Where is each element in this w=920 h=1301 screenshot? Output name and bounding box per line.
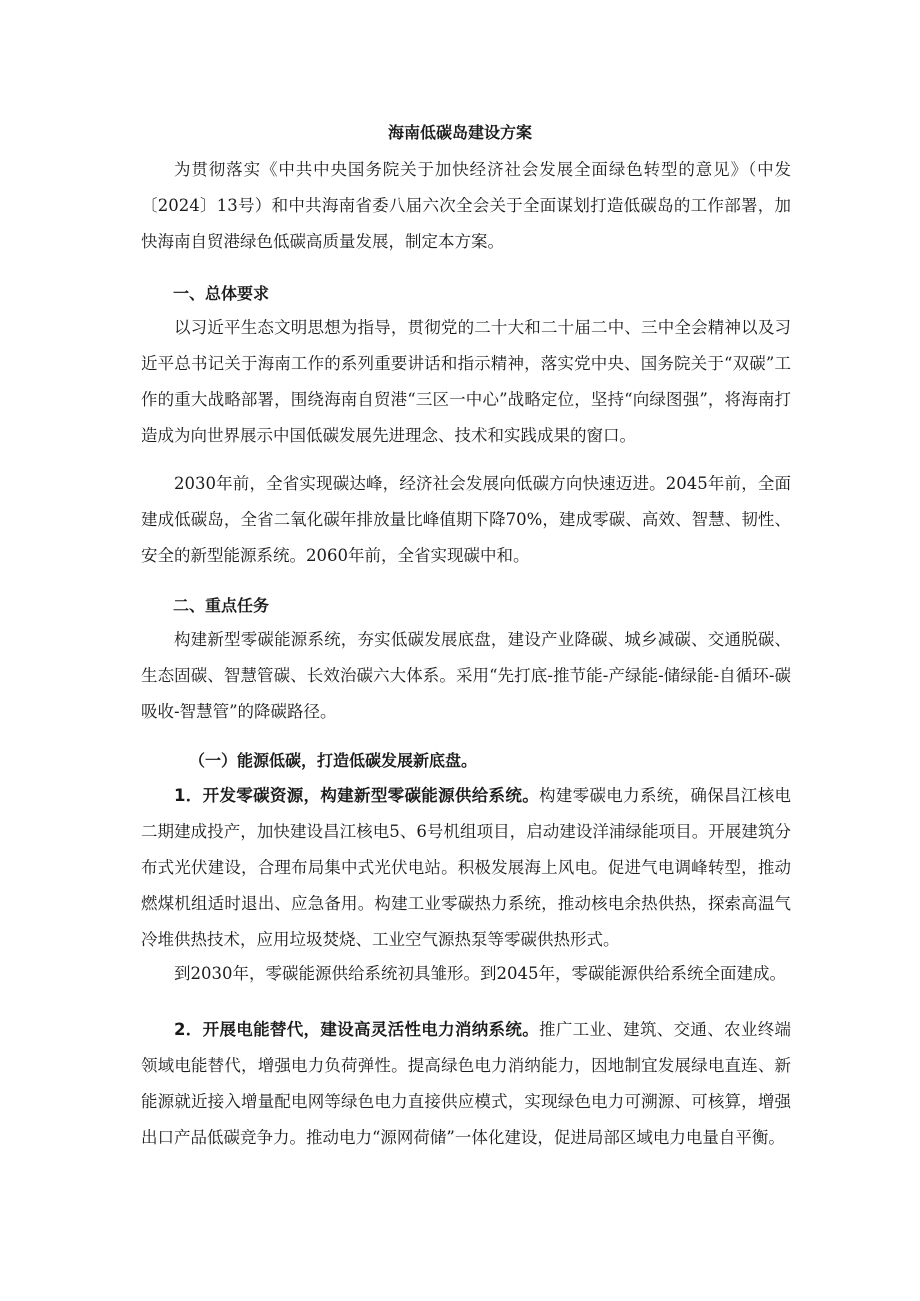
item-1-lead: 1．开发零碳资源，构建新型零碳能源供给系统。 — [174, 786, 540, 805]
general-requirements-paragraph: 以习近平生态文明思想为指导，贯彻党的二十大和二十届二中、三中全会精神以及习近平总书记关于海南工作的系列重要讲话和指示精神，落实党中央、国务院关于“双碳”工作的重大战略部署，围绕海南自贸港“三区一中心”战略定位，坚持“向绿图强”，将海南打造成为向世界展示中国低碳发展先进理念、技术和实践成果的窗口。 — [141, 318, 791, 445]
item-1-target-paragraph: 到2030年，零碳能源供给系统初具雏形。到2045年，零碳能源供给系统全面建成。 — [174, 964, 786, 983]
targets-paragraph: 2030年前，全省实现碳达峰，经济社会发展向低碳方向快速迈进。2045年前，全面建成低碳岛，全省二氧化碳年排放量比峰值期下降70%，建成零碳、高效、智慧、韧性、安全的新型能源系统。2060年前，全省实现碳中和。 — [141, 474, 791, 565]
subsection-heading-energy: （一）能源低碳，打造低碳发展新底盘。 — [189, 751, 478, 770]
item-2-lead: 2．开展电能替代，建设高灵活性电力消纳系统。 — [174, 1020, 540, 1039]
section-heading-key-tasks: 二、重点任务 — [173, 596, 270, 615]
document-title: 海南低碳岛建设方案 — [387, 123, 532, 142]
item-1-paragraph — [141, 778, 791, 958]
item-2-body: 推广工业、建筑、交通、农业终端领域电能替代，增强电力负荷弹性。提高绿色电力消纳能力，因地制宜发展绿电直连、新能源就近接入增量配电网等绿色电力直接供应模式，实现绿色电力可溯源、可核算，增强出口产品低碳竞争力。推动电力“源网荷储”一体化建设，促进局部区域电力电量自平衡。 — [141, 1020, 792, 1147]
key-tasks-paragraph: 构建新型零碳能源系统，夯实低碳发展底盘，建设产业降碳、城乡减碳、交通脱碳、生态固碳、智慧管碳、长效治碳六大体系。采用“先打底-推节能-产绿能-储绿能-自循环-碳吸收-智慧管”的降碳路径。 — [141, 630, 791, 721]
intro-paragraph: 为贯彻落实《中共中央国务院关于加快经济社会发展全面绿色转型的意见》（中发〔2024〕13号）和中共海南省委八届六次全会关于全面谋划打造低碳岛的工作部署，加快海南自贸港绿色低碳高质量发展，制定本方案。 — [141, 160, 791, 251]
item-1-body: 构建零碳电力系统，确保昌江核电二期建成投产，加快建设昌江核电5、6号机组项目，启动建设洋浦绿能项目。开展建筑分布式光伏建设，合理布局集中式光伏电站。积极发展海上风电。促进气电调峰转型，推动燃煤机组适时退出、应急备用。构建工业零碳热力系统，推动核电余热供热，探索高温气冷堆供热技术，应用垃圾焚烧、工业空气源热泵等零碳供热形式。 — [141, 786, 792, 949]
item-2-paragraph — [141, 1012, 791, 1156]
section-heading-general-requirements: 一、总体要求 — [173, 284, 270, 303]
